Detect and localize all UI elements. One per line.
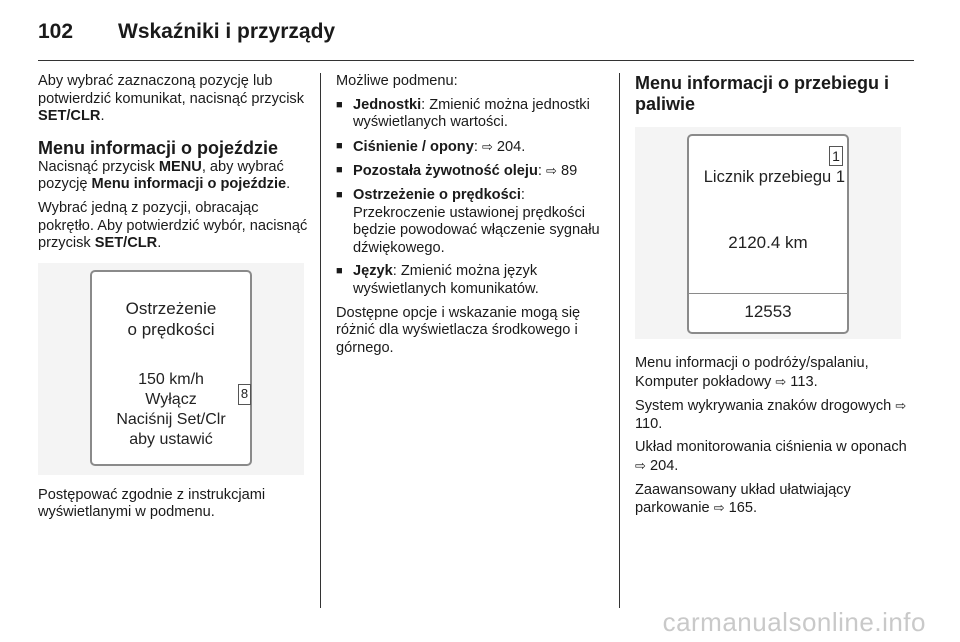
display-screen	[687, 134, 849, 334]
page-reference-icon: ⇨	[713, 500, 725, 516]
column-2	[336, 73, 606, 363]
display-title-line-2: o prędkości	[127, 319, 215, 339]
column-1	[38, 73, 308, 528]
watermark: carmanualsonline.info	[662, 607, 926, 637]
display-state: Wyłącz	[145, 390, 197, 408]
trip-distance-value: 2120.4 km	[728, 233, 808, 252]
list-item: ■ Ostrzeżenie o prędkości: Przekroczenie ustawionej prędkości będzie powodować włączenie sygnału dźwiękowego.	[336, 187, 606, 257]
page-reference-icon: ⇨	[775, 373, 787, 389]
page-reference-icon: ⇨	[481, 138, 493, 154]
page-reference-icon: ⇨	[895, 398, 907, 414]
page-title: Wskaźniki i przyrządy	[118, 20, 336, 43]
reference-paragraph: Zaawansowany układ ułatwiający parkowanie ⇨ 165.	[635, 481, 851, 517]
page-number: 102	[38, 20, 74, 43]
submenu-intro: Możliwe podmenu:	[336, 73, 458, 89]
reference-paragraph: System wykrywania znaków drogowych ⇨ 110.	[635, 398, 907, 432]
page-reference-icon: ⇨	[546, 163, 557, 179]
list-item: ■ Jednostki: Zmienić można jednostki wyświetlanych wartości.	[336, 97, 606, 132]
options-note: Dostępne opcje i wskazanie mogą się różnić dla wyświetlacza środkowego i górnego.	[336, 304, 581, 356]
list-item: ■ Język: Zmienić można język wyświetlanych komunikatów.	[336, 263, 606, 298]
select-instruction: Wybrać jedną z pozycji, obracając pokrętło. Aby potwierdzić wybór, nacisnąć przycisk SET/CLR.	[38, 199, 308, 252]
page-indicator-badge: 1	[829, 146, 843, 166]
section-heading-trip-fuel: Menu informacji o przebiegu i paliwie	[635, 73, 890, 114]
display-hint-line-1: Naciśnij Set/Clr	[116, 410, 226, 428]
reference-paragraph: Menu informacji o podróży/spalaniu, Komputer pokładowy ⇨ 113.	[635, 355, 869, 390]
page-reference-icon: ⇨	[635, 457, 646, 473]
submenu-list	[336, 97, 606, 299]
header-divider	[38, 60, 914, 61]
column-3	[635, 73, 915, 524]
column-divider-1	[320, 73, 321, 608]
page-indicator-badge: 8	[238, 384, 251, 405]
menu-instruction: Nacisnąć przycisk MENU, aby wybrać pozycję Menu informacji o pojeździe.	[38, 158, 291, 193]
display-screen	[90, 270, 252, 466]
reference-paragraph: Układ monitorowania ciśnienia w oponach ⇨ 204.	[635, 439, 907, 474]
display-title-line-1: Ostrzeżenie	[125, 298, 217, 318]
trip-counter-label: Licznik przebiegu 1	[703, 168, 845, 186]
trip-odometer-display-figure	[635, 127, 901, 339]
intro-paragraph: Aby wybrać zaznaczoną pozycję lub potwierdzić komunikat, nacisnąć przycisk SET/CLR.	[38, 73, 305, 125]
list-item: ■ Pozostała żywotność oleju: ⇨ 89	[336, 162, 606, 181]
display-divider	[689, 293, 847, 294]
odometer-value: 12553	[744, 302, 792, 321]
display-hint-line-2: aby ustawić	[129, 430, 213, 448]
list-item: ■ Ciśnienie / opony: ⇨ 204.	[336, 138, 606, 157]
display-speed-value: 150 km/h	[138, 370, 204, 388]
follow-instructions-text: Postępować zgodnie z instrukcjami wyświetlanymi w podmenu.	[38, 486, 266, 521]
section-heading-vehicle-info: Menu informacji o pojeździe	[38, 137, 279, 158]
column-divider-2	[619, 73, 620, 608]
speed-warning-display-figure	[38, 263, 304, 475]
